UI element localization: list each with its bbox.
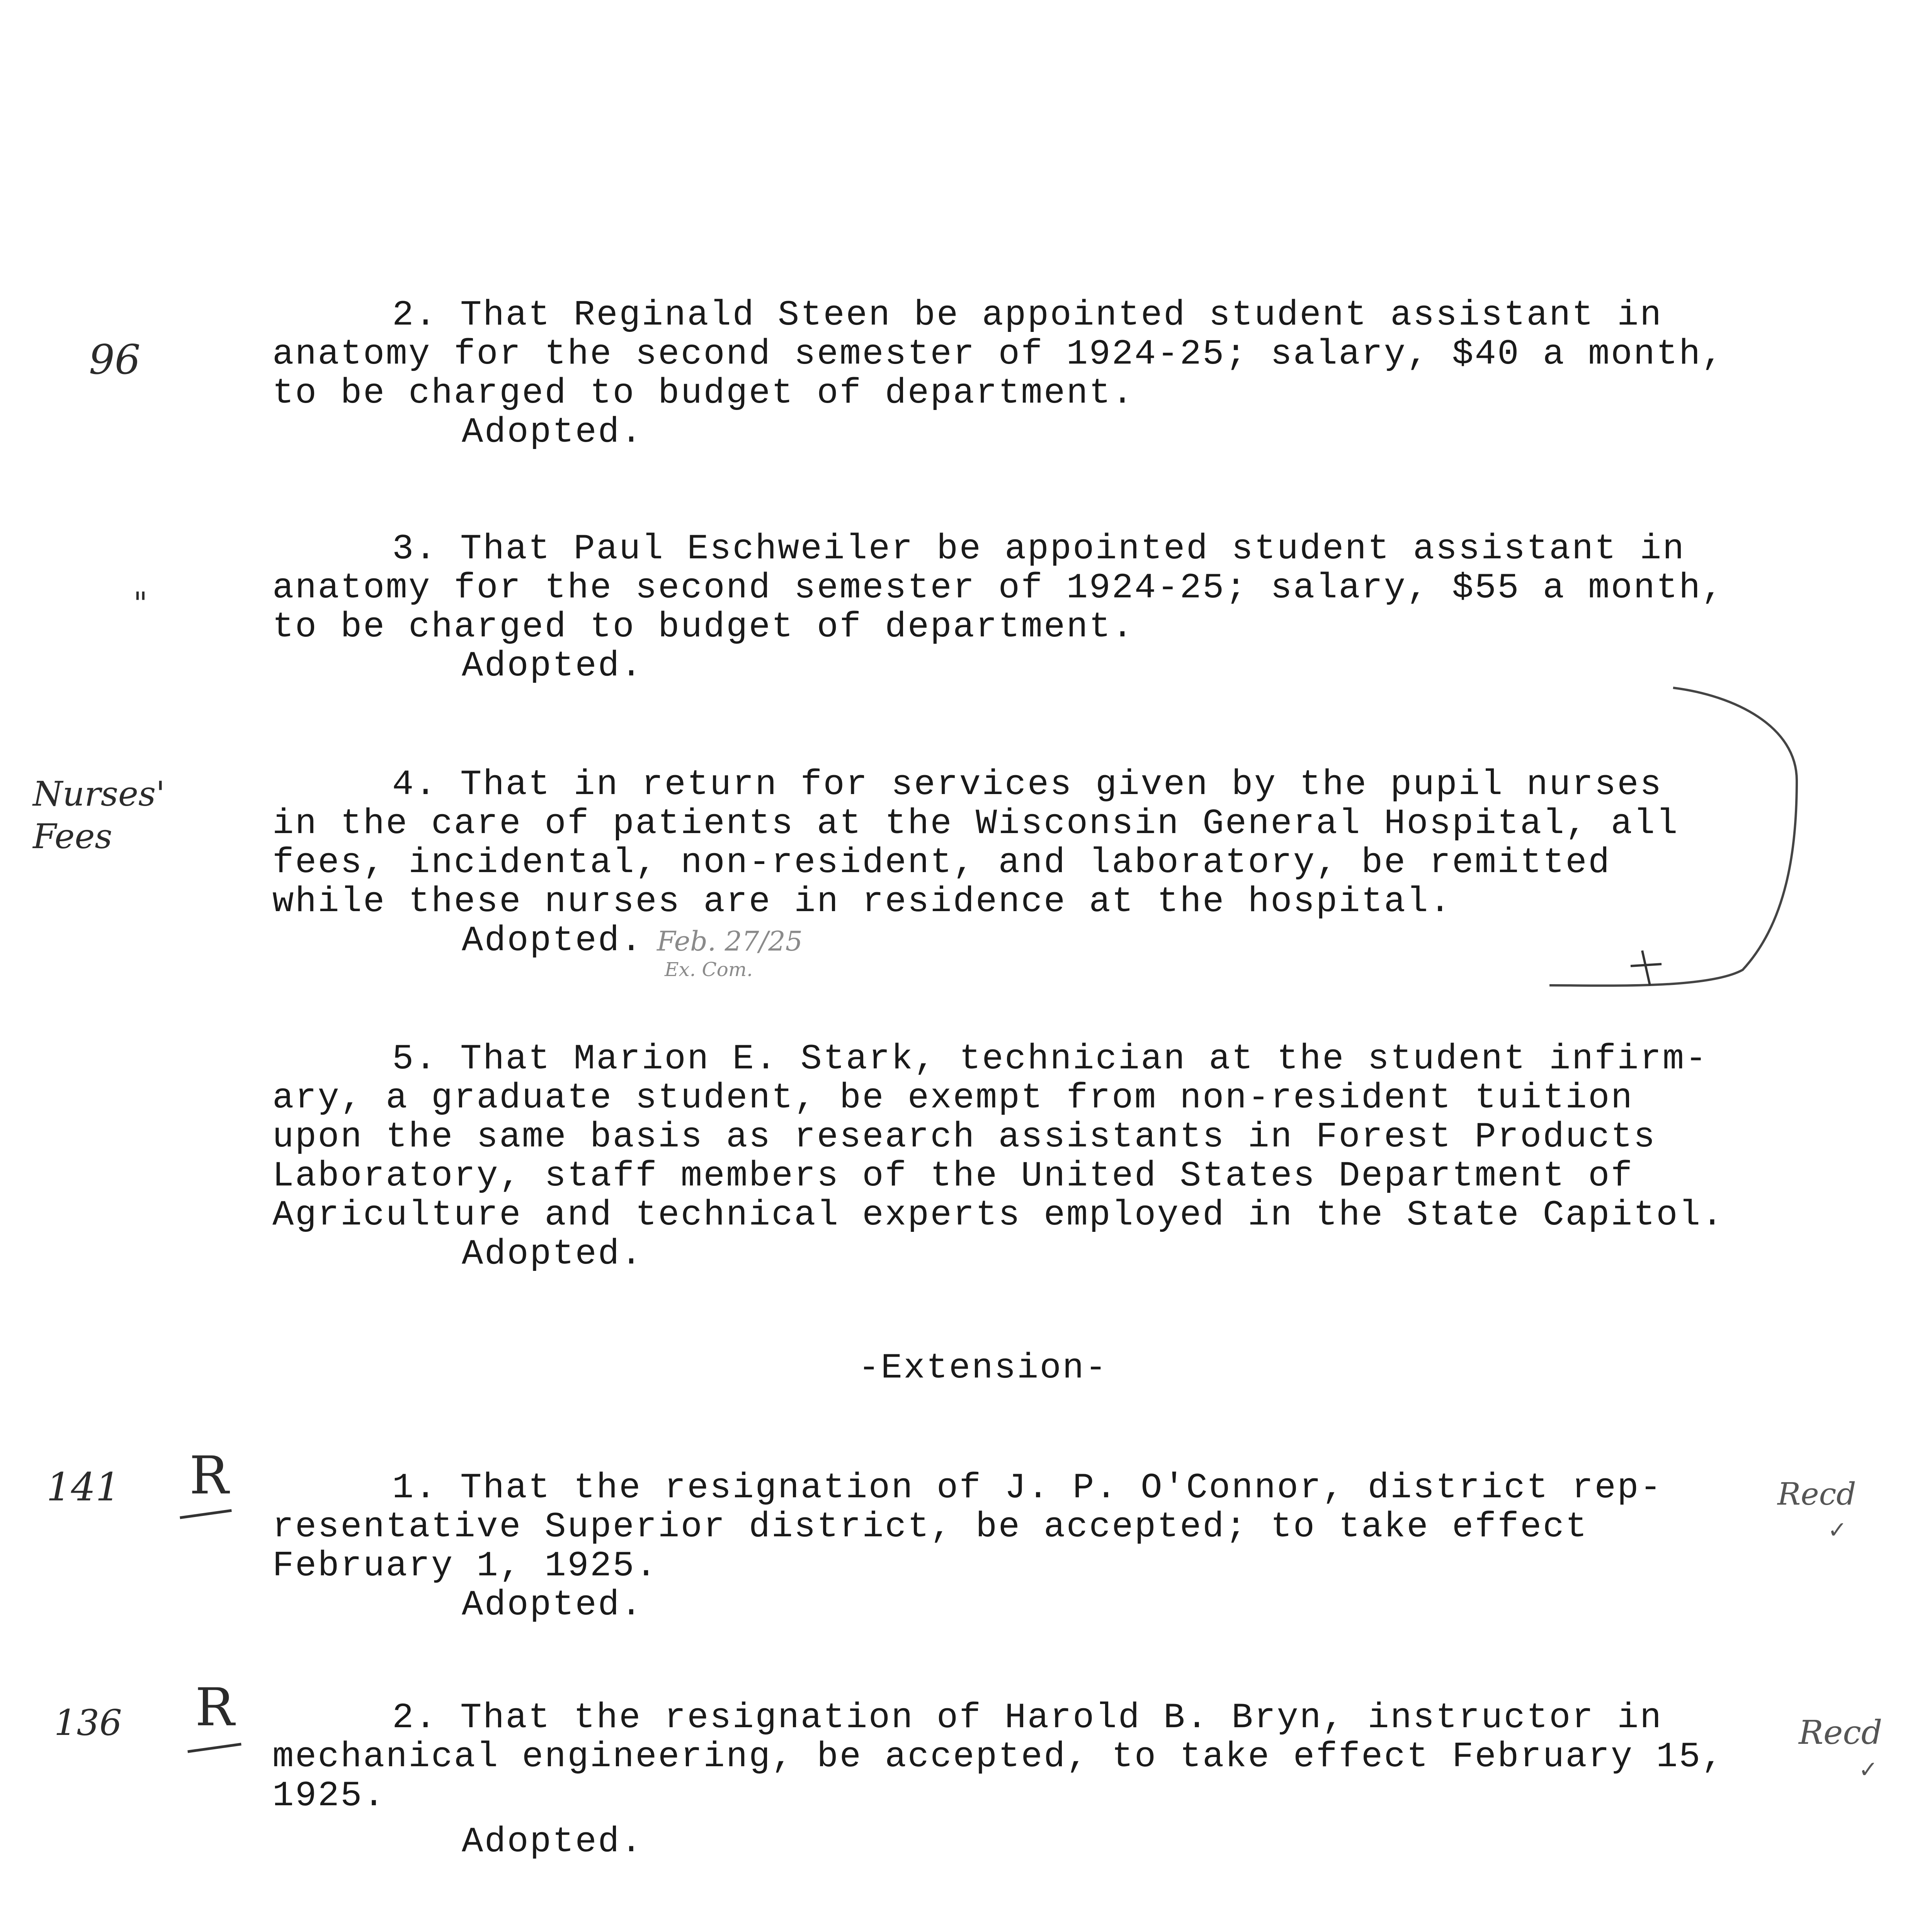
received-note: Recd <box>1799 1714 1883 1752</box>
text-line: upon the same basis as research assistants in Forest Products <box>272 1117 1656 1157</box>
text-line: 2. That the resignation of Harold B. Bryn, instructor in <box>392 1697 1663 1738</box>
margin-note-nurses-fees <box>33 773 165 858</box>
text-line: 3. That Paul Eschweiler be appointed student assistant in <box>392 529 1685 569</box>
check-mark-icon: ✓ <box>1828 1517 1847 1544</box>
underline-mark <box>180 1509 232 1519</box>
text-line: to be charged to budget of department. <box>272 373 1134 413</box>
text-line: February 1, 1925. <box>272 1546 658 1586</box>
text-line: 2. That Reginald Steen be appointed student assistant in <box>392 295 1663 335</box>
section-heading-extension: -Extension- <box>858 1348 1108 1388</box>
text-line: 1925. <box>272 1776 386 1816</box>
adopted-label: Adopted. <box>462 1821 643 1862</box>
text-line: anatomy for the second semester of 1924-25; salary, $55 a month, <box>272 568 1725 608</box>
extension-item-2-bryn <box>272 1698 1799 1861</box>
text-line: to be charged to budget of department. <box>272 607 1134 647</box>
text-line: mechanical engineering, be accepted, to take effect February 15, <box>272 1736 1725 1777</box>
adopted-label: Adopted. <box>462 412 643 452</box>
adopted-label: Adopted. <box>462 1585 643 1625</box>
underline-mark <box>187 1743 242 1753</box>
margin-note-141: 141 <box>46 1464 120 1510</box>
margin-note-nurses-line1: Nurses' <box>33 774 165 814</box>
committee-note: Ex. Com. <box>665 958 753 981</box>
item-2-steen <box>272 296 1799 452</box>
item-3-eschweiler <box>272 529 1799 685</box>
margin-note-nurses-line2: Fees <box>33 816 112 856</box>
margin-note-96: 96 <box>89 336 141 383</box>
margin-mark-r: R <box>195 1677 235 1738</box>
date-note: Feb. 27/25 <box>657 925 803 957</box>
margin-note-136: 136 <box>54 1702 122 1743</box>
text-line: resentative Superior district, be accepted; to take effect <box>272 1507 1588 1547</box>
adopted-label: Adopted. <box>462 1234 643 1274</box>
extension-item-1-oconnor <box>272 1468 1799 1624</box>
check-mark-icon: ✓ <box>1859 1756 1878 1783</box>
adopted-label: Adopted. <box>462 646 643 686</box>
text-line: anatomy for the second semester of 1924-25; salary, $40 a month, <box>272 334 1725 374</box>
text-line: in the care of patients at the Wisconsin General Hospital, all <box>272 803 1679 844</box>
text-line: while these nurses are in residence at the hospital. <box>272 881 1452 922</box>
text-line: 1. That the resignation of J. P. O'Connor, district rep- <box>392 1468 1663 1508</box>
adopted-label: Adopted. <box>462 920 643 961</box>
margin-note-ditto: " <box>133 585 148 621</box>
text-line: ary, a graduate student, be exempt from non-resident tuition <box>272 1078 1634 1118</box>
text-line: Laboratory, staff members of the United States Department of <box>272 1156 1634 1196</box>
text-line: fees, incidental, non-resident, and laboratory, be remitted <box>272 842 1611 883</box>
bracket-mark-icon <box>1526 680 1816 997</box>
text-line: 4. That in return for services given by the pupil nurses <box>392 764 1663 805</box>
text-line: 5. That Marion E. Stark, technician at the student infirm- <box>392 1039 1708 1079</box>
received-note: Recd <box>1777 1476 1856 1512</box>
item-5-stark <box>272 1039 1799 1274</box>
text-line: Agriculture and technical experts employed in the State Capitol. <box>272 1195 1725 1235</box>
margin-mark-r: R <box>189 1445 229 1506</box>
